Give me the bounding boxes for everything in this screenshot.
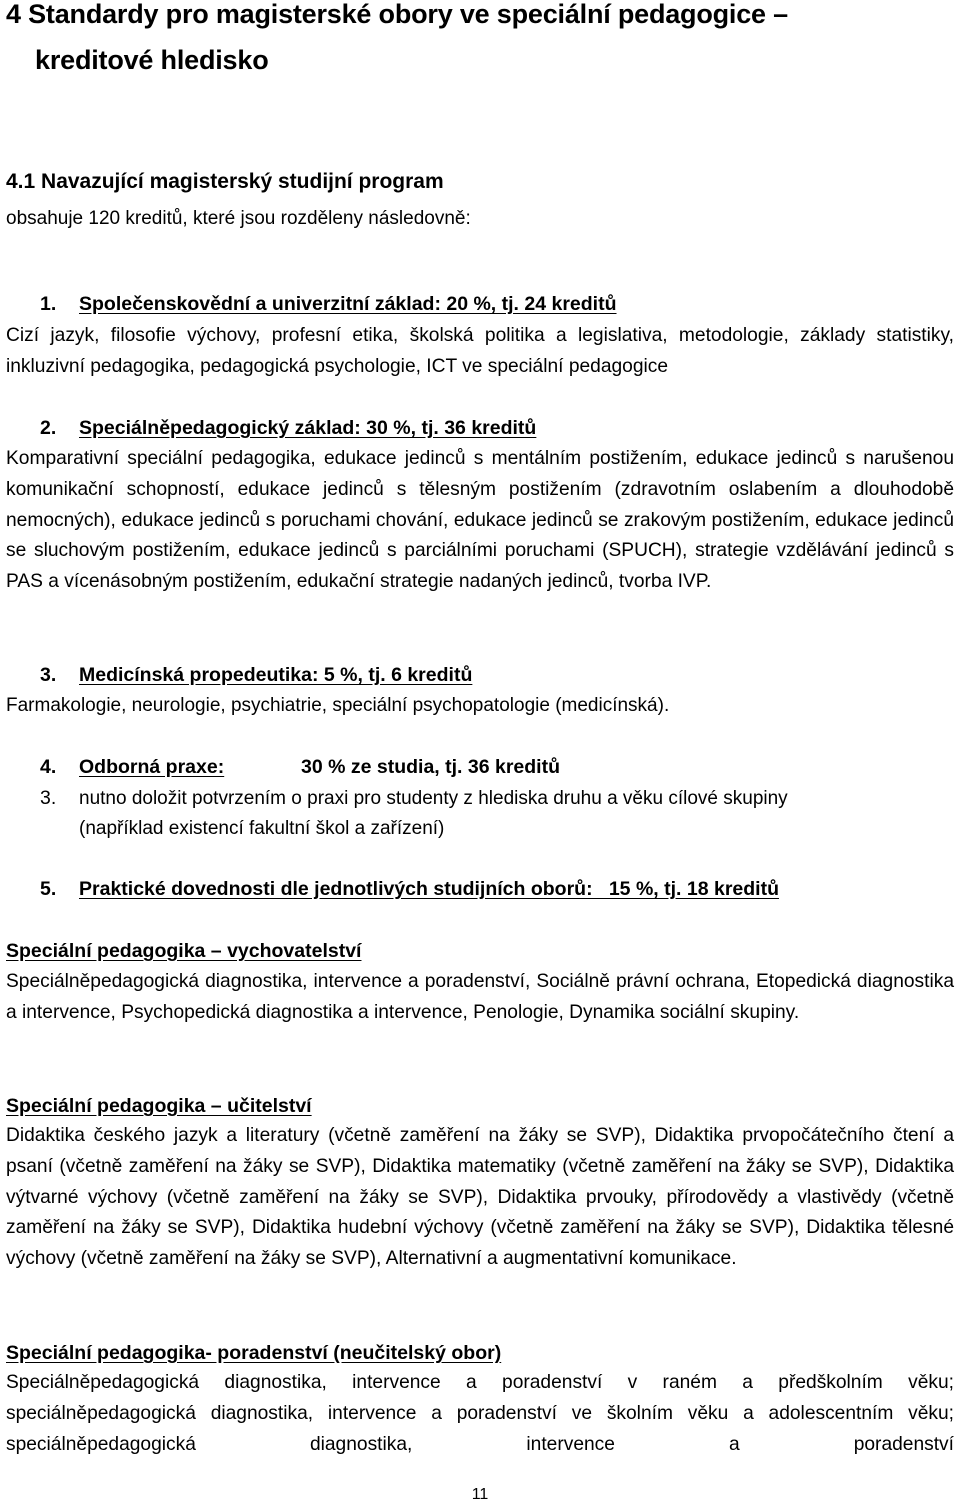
section-intro: obsahuje 120 kreditů, které jsou rozděleny následovně: [6, 208, 471, 229]
item-2-heading: Speciálněpedagogický základ: 30 %, tj. 36 kreditů [79, 417, 537, 439]
item-4-sub-number: 3. [40, 787, 57, 809]
item-4-sub-body-line2: (například existencí fakultní škol a zařízení) [79, 818, 445, 839]
item-4-number: 4. [40, 756, 57, 778]
specialization-3-body: Speciálněpedagogická diagnostika, intervence a poradenství v raném a předškolním věku; speciálněpedagogická diagnostika, intervence a poradenství ve školním věku a adolescentním věku; speciálněpedagogická diagnostika, intervence a poradenství [6, 1372, 954, 1455]
chapter-title-line2: kreditové hledisko [35, 45, 269, 75]
item-3-body: Farmakologie, neurologie, psychiatrie, speciální psychopatologie (medicínská). [6, 695, 670, 716]
item-2-number: 2. [40, 417, 57, 439]
specialization-1-body: Speciálněpedagogická diagnostika, intervence a poradenství, Sociálně právní ochrana, Etopedická diagnostika a intervence, Psychopedická diagnostika a intervence, Penologie, Dynamika sociální skupiny. [6, 971, 954, 1023]
section-title: 4.1 Navazující magisterský studijní program [6, 170, 444, 193]
item-4-heading-rest: 30 % ze studia, tj. 36 kreditů [301, 756, 561, 778]
item-3-heading: Medicínská propedeutika: 5 %, tj. 6 kreditů [79, 664, 473, 686]
item-3-number: 3. [40, 664, 57, 686]
item-4-sub-body-line1: nutno doložit potvrzením o praxi pro studenty z hlediska druhu a věku cílové skupiny [79, 788, 788, 809]
specialization-2-title: Speciální pedagogika – učitelství [6, 1095, 312, 1117]
item-5-number: 5. [40, 878, 57, 900]
item-1-body: Cizí jazyk, filosofie výchovy, profesní etika, školská politika a legislativa, metodologie, základy statistiky, inkluzivní pedagogika, pedagogická psychologie, ICT ve speciální pedagogice [6, 325, 954, 377]
specialization-3-title: Speciální pedagogika- poradenství (neučitelský obor) [6, 1342, 502, 1364]
specialization-2-body: Didaktika českého jazyk a literatury (včetně zaměření na žáky se SVP), Didaktika prvopočátečního čtení a psaní (včetně zaměření na žáky se SVP), Didaktika matematiky (včetně zaměření na žáky se SVP), Didaktika výtvarné výchovy (včetně zaměření na žáky se SVP), Didaktika prvouky, přírodovědy a vlastivědy (včetně zaměření na žáky se SVP), Didaktika hudební výchovy (včetně zaměření na žáky se SVP), Didaktika tělesné výchovy (včetně zaměření na žáky se SVP), Alternativní a augmentativní komunikace. [6, 1125, 954, 1270]
page-number: 11 [471, 1486, 489, 1503]
item-1-heading: Společenskovědní a univerzitní základ: 20 %, tj. 24 kreditů [79, 293, 617, 315]
item-4-heading-underlined: Odborná praxe: [79, 756, 225, 778]
chapter-title-line1: 4 Standardy pro magisterské obory ve speciální pedagogice – [6, 0, 788, 29]
specialization-1-title: Speciální pedagogika – vychovatelství [6, 940, 362, 962]
item-5-heading: Praktické dovednosti dle jednotlivých studijních oborů: 15 %, tj. 18 kreditů [79, 878, 779, 900]
item-1-number: 1. [40, 293, 57, 315]
item-2-body: Komparativní speciální pedagogika, edukace jedinců s mentálním postižením, edukace jedinců s narušenou komunikační schopností, edukace jedinců s tělesným postižením (zdravotním oslabením a dlouhodobě nemocných), edukace jedinců s poruchami chování, edukace jedinců se zrakovým postižením, edukace jedinců se sluchovým postižením, edukace jedinců s parciálními poruchami (SPUCH), strategie vzdělávání jedinců s PAS a vícenásobným postižením, edukační strategie nadaných jedinců, tvorba IVP. [6, 448, 954, 593]
